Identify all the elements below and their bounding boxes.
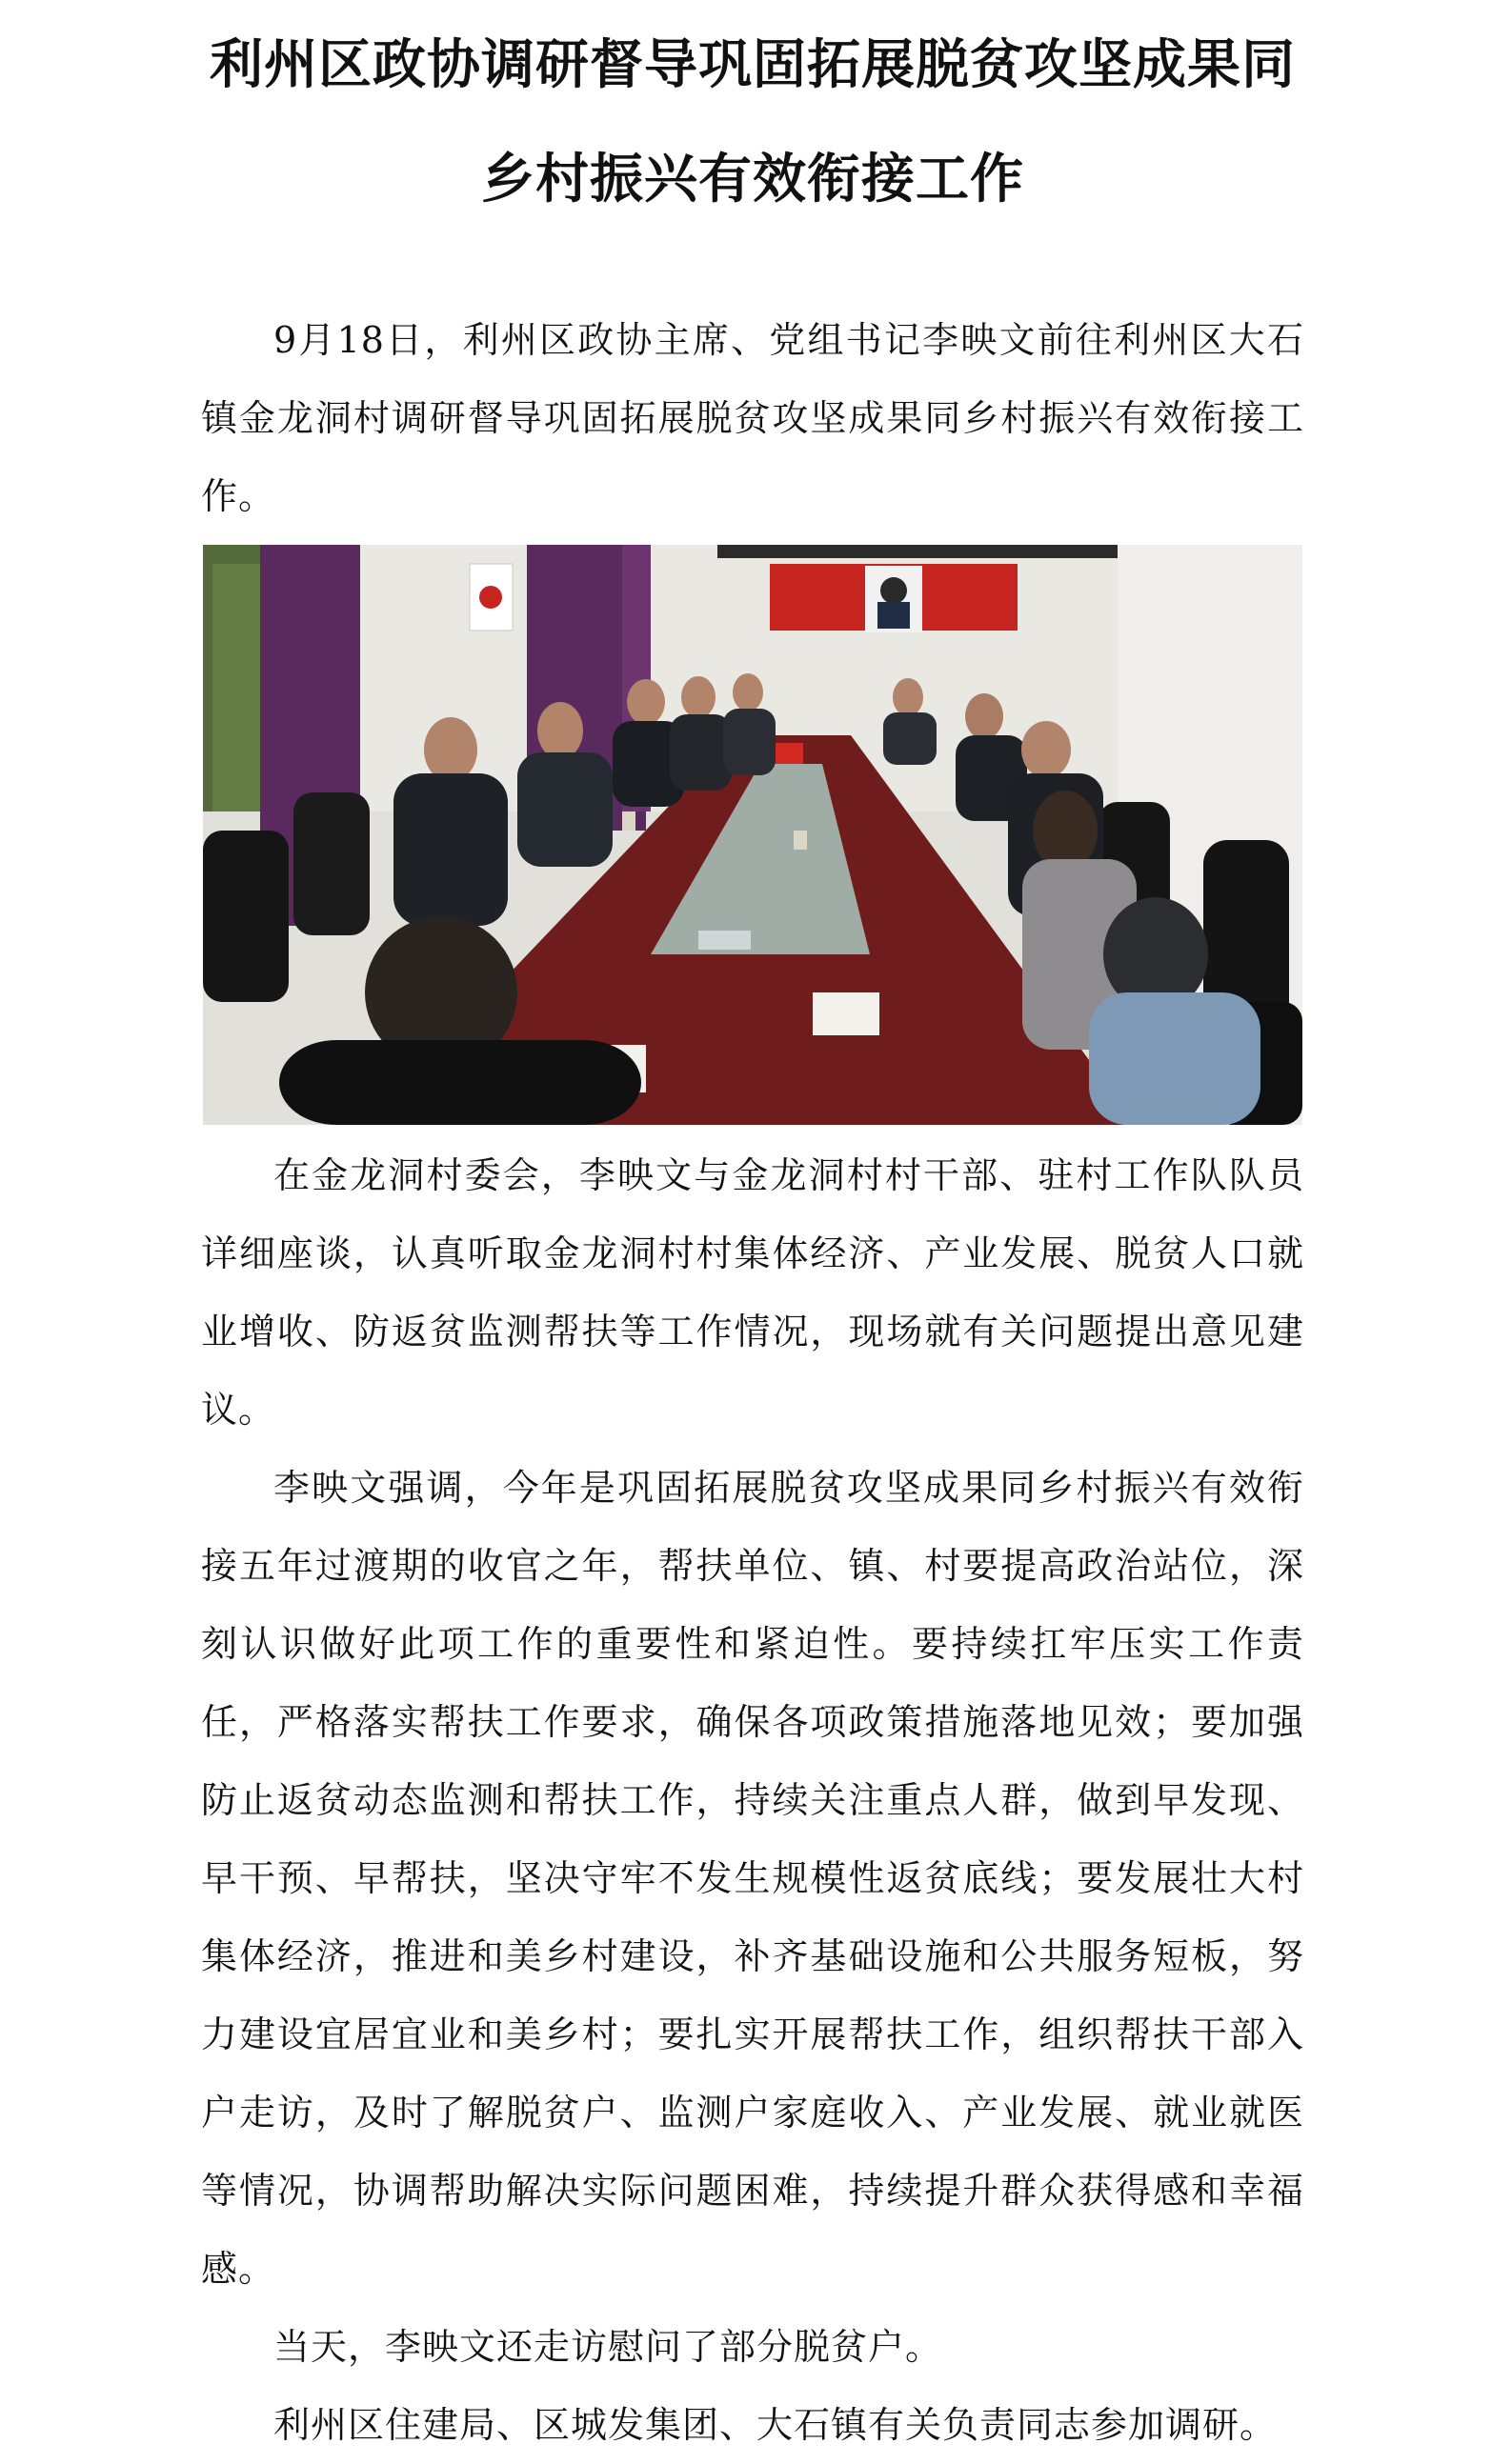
- paragraph-meeting: 在金龙洞村委会，李映文与金龙洞村村干部、驻村工作队队员详细座谈，认真听取金龙洞村村集体经济、产业发展、脱贫人口就业增收、防返贫监测帮扶等工作情况，现场就有关问题提出意见建议。: [201, 1154, 1304, 1431]
- photo-chair: [203, 831, 289, 1002]
- paragraph-intro: 9月18日，利州区政协主席、党组书记李映文前往利州区大石镇金龙洞村调研督导巩固拓展脱贫攻坚成果同乡村振兴有效衔接工作。: [201, 319, 1304, 517]
- article-title: 利州区政协调研督导巩固拓展脱贫攻坚成果同乡村振兴有效衔接工作: [210, 33, 1296, 210]
- paragraph-participants: 利州区住建局、区城发集团、大石镇有关负责同志参加调研。: [273, 2404, 1278, 2446]
- paragraph-visit: 当天，李映文还走访慰问了部分脱贫户。: [273, 2326, 943, 2368]
- article: [201, 0, 1304, 2464]
- paragraph-emphasis: 李映文强调，今年是巩固拓展脱贫攻坚成果同乡村振兴有效衔接五年过渡期的收官之年，帮扶单位、镇、村要提高政治站位，深刻认识做好此项工作的重要性和紧迫性。要持续扛牢压实工作责任，严格落实帮扶工作要求，确保各项政策措施落地见效；要加强防止返贫动态监测和帮扶工作，持续关注重点人群，做到早发现、早干预、早帮扶，坚决守牢不发生规模性返贫底线；要发展壮大村集体经济，推进和美乡村建设，补齐基础设施和公共服务短板，努力建设宜居宜业和美乡村；要扎实开展帮扶工作，组织帮扶干部入户走访，及时了解脱贫户、监测户家庭收入、产业发展、就业就医等情况，协调帮助解决实际问题困难，持续提升群众获得感和幸福感。: [201, 1467, 1304, 2290]
- meeting-room-photo: [203, 545, 1302, 1125]
